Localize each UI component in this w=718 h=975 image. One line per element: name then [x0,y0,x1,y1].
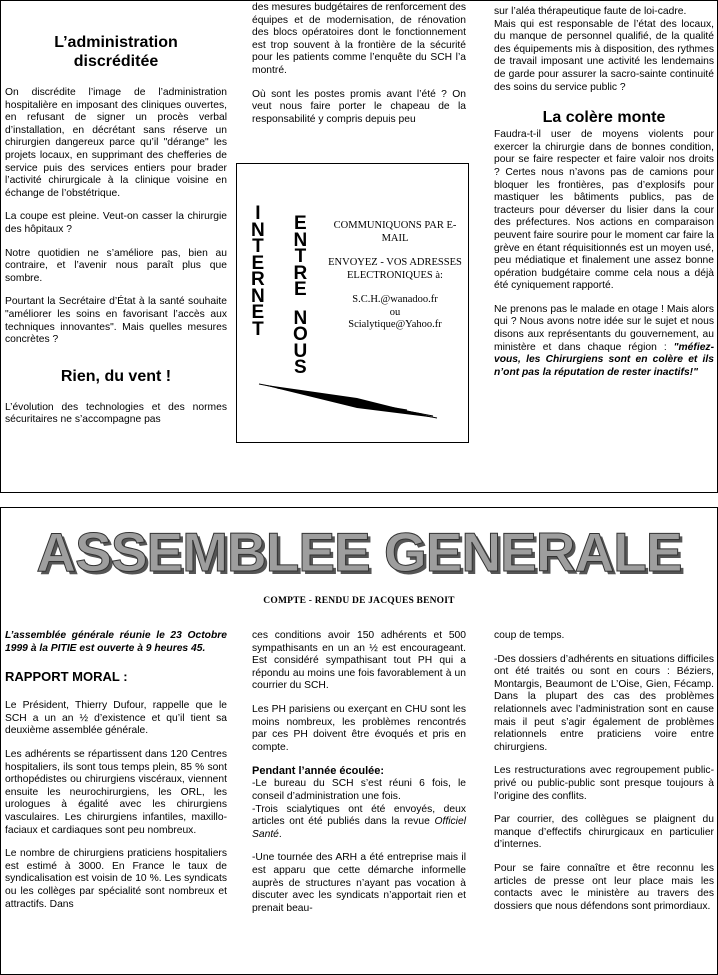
email-address-yahoo[interactable]: Scialytique@Yahoo.fr [348,319,442,330]
letter: N [293,229,308,251]
letter: T [252,318,264,340]
letter: E [294,279,307,300]
heading-colere-monte: La colère monte [542,109,666,127]
quote-warning: "méfiez-vous, les Chirurgiens sont en colère et ils n’ont pas la réputation de rester inactifs!" [494,341,714,378]
email-box [236,163,469,443]
paragraph-end: . [278,828,282,840]
paragraph: Par courrier, des collègues se plaignent du manque d’effectifs chirurgicaux en particulier d’internes. [494,814,714,851]
paragraph-text: -Trois scialytiques ont été envoyés, deux articles ont été publiés dans la revue [252,803,466,828]
paragraph: Pourtant la Secrétaire d’État à la santé souhaite "améliorer les soins en favorisant l’accès aux techniques innovantes". Mais quelles mesures concrètes ? [5,296,227,346]
top-column-3 [494,6,714,379]
paragraph: -Une tournée des ARH a été entreprise mais il est apparu que cette démarche informelle auprès de structures n’ayant pas vocation à discuter avec les syndicats n’apportait rien et prenait beau- [252,852,466,914]
paragraph: L’évolution des technologies et des normes sécuritaires ne s’accompagne pas [5,401,227,426]
letter: T [252,236,264,257]
paragraph: Les restructurations avec regroupement public-privé ou public-public sont presque toujours à l’origine des conflits. [494,765,714,802]
letter: E [251,252,265,274]
paragraph: -Le bureau du SCH s’est réuni 6 fois, le conseil d’administration une fois. [252,778,466,802]
intro-paragraph: L’assemblée générale réunie le 23 Octobre 1999 à la PITIE est ouverte à 9 heures 45. [5,630,227,654]
heading-rien-du-vent: Rien, du vent ! [60,367,172,385]
top-column-2 [252,2,466,126]
paragraph: Notre quotidien ne s’améliore pas, bien au contraire, et l’avenir nous paraît plus que sombre. [5,247,227,284]
paragraph: sur l’aléa thérapeutique faute de loi-cadre. [494,6,687,17]
email-address-wanadoo[interactable]: S.C.H.@wanadoo.fr [352,294,438,305]
letter: E [294,213,307,234]
paragraph: ces conditions avoir 150 adhérents et 500 sympathisants en un an ½ est encourageant. Est considéré sympathisant tout PH qui a répondu au moins une fois favorablement à un courrier du SCH. [252,630,466,692]
letter: N [251,219,265,241]
paragraph: -Des dossiers d’adhérents en situations difficiles ont été traités ou sont en cours : Béziers, Montargis, Beaumont de L’Oise, Gien, Fécamp. Dans la plupart des cas des problèmes relationnels avec l’administration sont en cause mais il peut s’agir également de problèmes relationnels entre praticiens voire entre chirurgiens. [494,653,714,753]
bottom-column-1 [5,630,227,911]
letter: O [293,324,308,345]
letter: I [255,203,261,224]
paragraph-final [494,304,714,380]
heading-rapport-moral: RAPPORT MORAL : [5,669,128,685]
letter: N [251,285,265,307]
paragraph: Pour se faire connaître et être reconnu les articles de presse ont leur place mais les contacts avec le ministère au travers des dossiers que nous défendons sont primordiaux. [494,862,714,912]
paragraph: Les PH parisiens ou exerçant en CHU sont les moins nombreux, les problèmes rencontrés par ces PH doivent être évoqués et pris en compte. [252,703,466,753]
bottom-column-2 [252,630,466,915]
box-or: ou [389,306,401,318]
box-line-communiquons: COMMUNIQUONS PAR E-MAIL [333,220,457,244]
paragraph: Le Président, Thierry Dufour, rappelle que le SCH a un an ½ d’existence et qu’il tient sa deuxième assemblée générale. [5,700,227,737]
bottom-column-3 [494,630,714,913]
paragraph-text: Ne prenons pas le malade en otage ! Mais alors qui ? Nous avons notre idée sur le sujet et nous disons aux représentants du gouvernement, au ministère et dans chaque région : [494,303,714,353]
assemblee-generale-title: ASSEMBLEE GENERALE [36,521,682,583]
publication-name: Officiel Santé [252,816,466,840]
box-line-envoyez: ENVOYEZ - VOS ADRESSES ELECTRONIQUES à: [328,257,462,281]
paragraph [252,804,466,842]
top-column-1 [5,33,227,427]
paragraph: Les adhérents se répartissent dans 120 Centres hospitaliers, ils sont tous temps plein, 85 % sont orthopédistes ou chirurgiens viscéraux, viennent ensuite les neurochirurgiens, les ORL, les urologues à égalité avec les chirurgiens vasculaires. Les chirurgiens infantiles, maxillo-faciaux et cardiaques sont peu nombreux. [5,748,227,836]
paragraph: On discrédite l’image de l’administration hospitalière en imposant des cliniques ouvertes, en refusant de signer un procès verbal d’installation, en décrétant sans réserve un chirurgien dangereux parce qu’il "dérange" les projets locaux, en supprimant des chefferies de service puis des services entiers pour brader l’activité chirurgicale à la clinique voisine en échange de l’obstétrique. [5,87,227,199]
paragraph: Où sont les postes promis avant l’été ? On veut nous faire porter le chapeau de la responsabilité y compris depuis peu [252,88,466,125]
paragraph: Le nombre de chirurgiens praticiens hospitaliers est estimé à 3000. En France le taux de syndicalisation est voisin de 10 %. Les syndicats ou les collèges par spécialité sont nombreux et attractifs. Dans [5,848,227,910]
letter: U [293,340,308,362]
paragraph: La coupe est pleine. Veut-on casser la chirurgie des hôpitaux ? [5,211,227,235]
paragraph: Faudra-t-il user de moyens violents pour exercer la chirurgie dans de bonnes condition, pour se faire respecter et faire valoir nos droits ? Certes nous n’avons pas de camions pour bloquer les frontières, pas d’explosifs pour mastiquer les bâtiments publics, pas de tracteurs pour déverser du lisier dans la cour des préfectures. Nos actions en comparaison peuvent faire sourire pour le moment car faire la grève en étant réquisitionnés est un moyen usé, peu médiatique et finalement une assez bonne opération budgétaire comme cela nous a déjà été cyniquement rapporté. [494,129,714,292]
paragraph: coup de temps. [494,630,565,641]
email-box-text [327,220,463,332]
paragraph: des mesures budgétaires de renforcement des équipes et de modernisation, de rénovation des blocs opératoires dont le fonctionnement est trop souvent à la frontière de la sécurité pour les patients comme l’enquête du SCH l’a montré. [252,2,466,76]
letter: R [293,262,308,284]
letter: T [294,246,307,267]
letter: N [293,307,308,329]
paragraph: Mais qui est responsable de l’état des locaux, du manque de personnel qualifié, de la qualité des équipements mis à disposition, des rythmes de travail imposant une activité les lendemains de garde pour assurer la sacro-sainte continuité des soins du service public ? [494,18,714,93]
byline: COMPTE - RENDU DE JACQUES BENOIT [263,596,455,606]
letter: S [294,357,307,378]
heading-administration: L’administration discréditée [54,34,178,70]
letter: R [251,269,265,290]
letter: E [251,302,265,323]
subheading-annee-ecoulee: Pendant l’année écoulée: [252,765,385,778]
